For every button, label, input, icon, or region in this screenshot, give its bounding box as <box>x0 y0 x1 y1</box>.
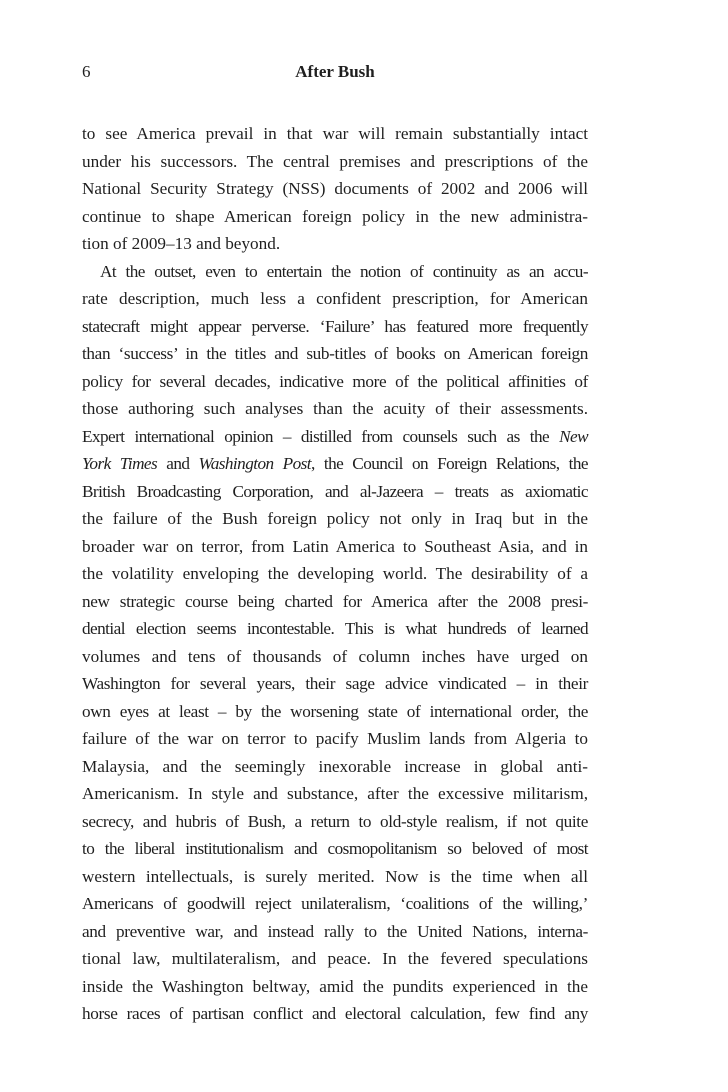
text-line: western intellectuals, is surely merited. Now is the time when all <box>82 866 588 886</box>
page-number: 6 <box>82 62 91 81</box>
text-line: the volatility enveloping the developing world. The desirability of a <box>82 564 588 583</box>
text-line: dential election seems incontestable. This is what hundreds of learned <box>82 619 588 638</box>
text-line: the failure of the Bush foreign policy not only in Iraq but in the <box>82 509 588 528</box>
italic-segment: Washington Post <box>198 454 312 473</box>
running-head <box>82 60 588 84</box>
text-line: Washington for several years, their sage advice vindicated – in their <box>82 674 588 693</box>
text-line: failure of the war on terror to pacify Muslim lands from Algeria to <box>82 729 588 748</box>
text-segment: Expert international opinion – distilled from counsels such as the <box>82 426 550 446</box>
text-line: and preventive war, and instead rally to the United Nations, interna- <box>82 921 588 941</box>
text-line: horse races of partisan conflict and electoral calculation, few find any <box>82 1004 588 1023</box>
text-line: continue to shape American foreign policy in the new administra- <box>82 206 588 226</box>
text-line: tional law, multilateralism, and peace. In the fevered speculations <box>82 949 588 968</box>
text-line: broader war on terror, from Latin America to Southeast Asia, and in <box>82 536 588 556</box>
text-line: own eyes at least – by the worsening state of international order, the <box>82 701 588 721</box>
text-line: statecraft might appear perverse. ‘Failure’ has featured more frequently <box>82 316 588 336</box>
text-line: those authoring such analyses than the acuity of their assessments. <box>82 399 588 418</box>
text-segment: and <box>166 454 190 473</box>
text-line: British Broadcasting Corporation, and al-Jazeera – treats as axiomatic <box>82 481 588 501</box>
body-text <box>82 120 588 1028</box>
text-line: Americanism. In style and substance, after the excessive militarism, <box>82 784 588 803</box>
text-line: to see America prevail in that war will remain substantially intact <box>82 124 588 143</box>
text-line: rate description, much less a confident prescription, for American <box>82 289 588 308</box>
book-title: After Bush <box>295 62 375 81</box>
text-line: to the liberal institutionalism and cosmopolitanism so beloved of most <box>82 839 588 858</box>
text-line: inside the Washington beltway, amid the pundits experienced in the <box>82 976 588 996</box>
text-line: new strategic course being charted for America after the 2008 presi- <box>82 591 588 611</box>
text-line: policy for several decades, indicative more of the political affinities of <box>82 371 588 391</box>
text-line: At the outset, even to entertain the notion of continuity as an accu- <box>100 261 588 281</box>
text-line: Malaysia, and the seemingly inexorable increase in global anti- <box>82 756 588 776</box>
text-line: volumes and tens of thousands of column inches have urged on <box>82 646 588 666</box>
text-line: than ‘success’ in the titles and sub-titles of books on American foreign <box>82 344 588 363</box>
text-line: Americans of goodwill reject unilateralism, ‘coalitions of the willing,’ <box>82 894 588 913</box>
italic-segment: York Times <box>82 454 158 473</box>
text-line <box>82 450 588 478</box>
text-segment: , the Council on Foreign Relations, the <box>311 454 588 473</box>
text-line: under his successors. The central premises and prescriptions of the <box>82 151 588 171</box>
text-line: tion of 2009–13 and beyond. <box>82 234 281 253</box>
italic-segment: New <box>559 426 588 446</box>
text-line: National Security Strategy (NSS) documents of 2002 and 2006 will <box>82 179 588 198</box>
text-line <box>82 423 588 451</box>
text-line: secrecy, and hubris of Bush, a return to old-style realism, if not quite <box>82 811 588 831</box>
